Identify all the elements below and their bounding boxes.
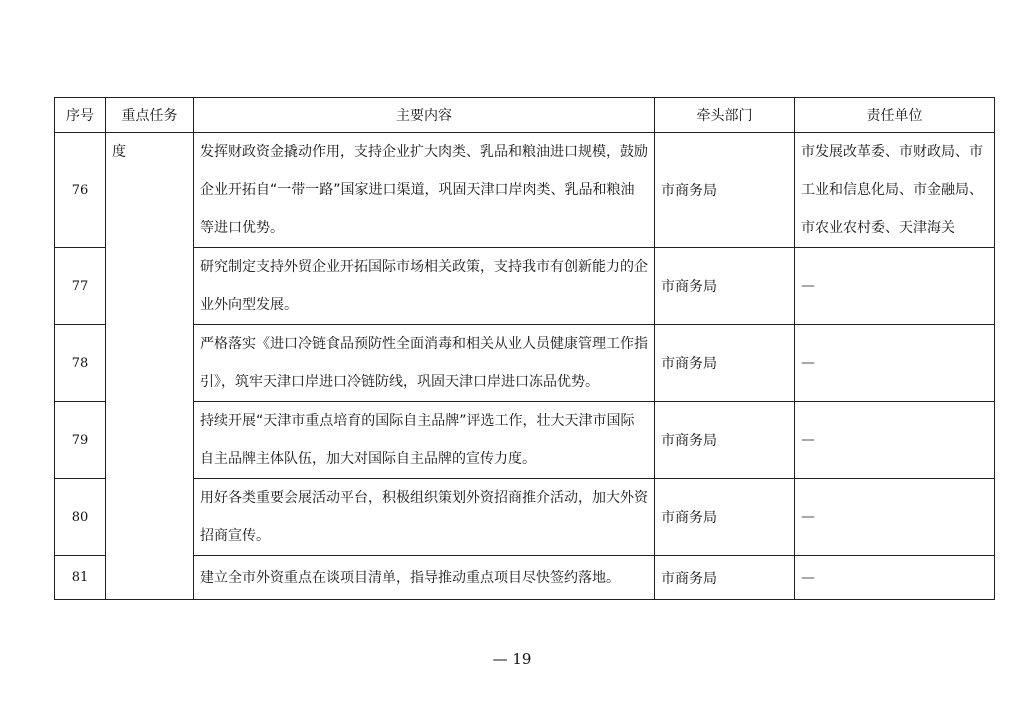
header-content: 主要内容 [194,98,655,133]
content-cell: 建立全市外资重点在谈项目清单，指导推动重点项目尽快签约落地。 [194,556,655,600]
row-number: 78 [55,325,106,402]
table-row [55,556,995,600]
lead-dept-cell: 市商务局 [655,133,795,248]
lead-dept-cell: 市商务局 [655,556,795,600]
task-cell: 度 [106,133,194,600]
resp-unit-cell: 市发展改革委、市财政局、市工业和信息化局、市金融局、市农业农村委、天津海关 [795,133,995,248]
row-number: 77 [55,248,106,325]
policy-table [54,97,995,600]
table-row [55,248,995,325]
table-row [55,479,995,556]
content-cell: 持续开展“天津市重点培育的国际自主品牌”评选工作，壮大天津市国际自主品牌主体队伍，加大对国际自主品牌的宣传力度。 [194,402,655,479]
row-number: 79 [55,402,106,479]
lead-dept-cell: 市商务局 [655,248,795,325]
resp-unit-cell: — [795,325,995,402]
header-task: 重点任务 [106,98,194,133]
content-cell: 用好各类重要会展活动平台，积极组织策划外资招商推介活动，加大外资招商宣传。 [194,479,655,556]
resp-unit-cell: — [795,402,995,479]
resp-unit-cell: — [795,479,995,556]
row-number: 81 [55,556,106,600]
table-header-row [55,98,995,133]
lead-dept-cell: 市商务局 [655,402,795,479]
table-row [55,133,995,248]
lead-dept-cell: 市商务局 [655,325,795,402]
table-row [55,402,995,479]
content-cell: 研究制定支持外贸企业开拓国际市场相关政策，支持我市有创新能力的企业外向型发展。 [194,248,655,325]
header-resp-unit: 责任单位 [795,98,995,133]
page-number: — 19 [492,650,532,668]
content-cell: 严格落实《进口冷链食品预防性全面消毒和相关从业人员健康管理工作指引》，筑牢天津口岸进口冷链防线，巩固天津口岸进口冻品优势。 [194,325,655,402]
lead-dept-cell: 市商务局 [655,479,795,556]
resp-unit-cell: — [795,556,995,600]
row-number: 80 [55,479,106,556]
header-seq: 序号 [55,98,106,133]
resp-unit-cell: — [795,248,995,325]
header-lead-dept: 牵头部门 [655,98,795,133]
table-row [55,325,995,402]
content-cell: 发挥财政资金撬动作用，支持企业扩大肉类、乳品和粮油进口规模，鼓励企业开拓自“一带一路”国家进口渠道，巩固天津口岸肉类、乳品和粮油等进口优势。 [194,133,655,248]
row-number: 76 [55,133,106,248]
